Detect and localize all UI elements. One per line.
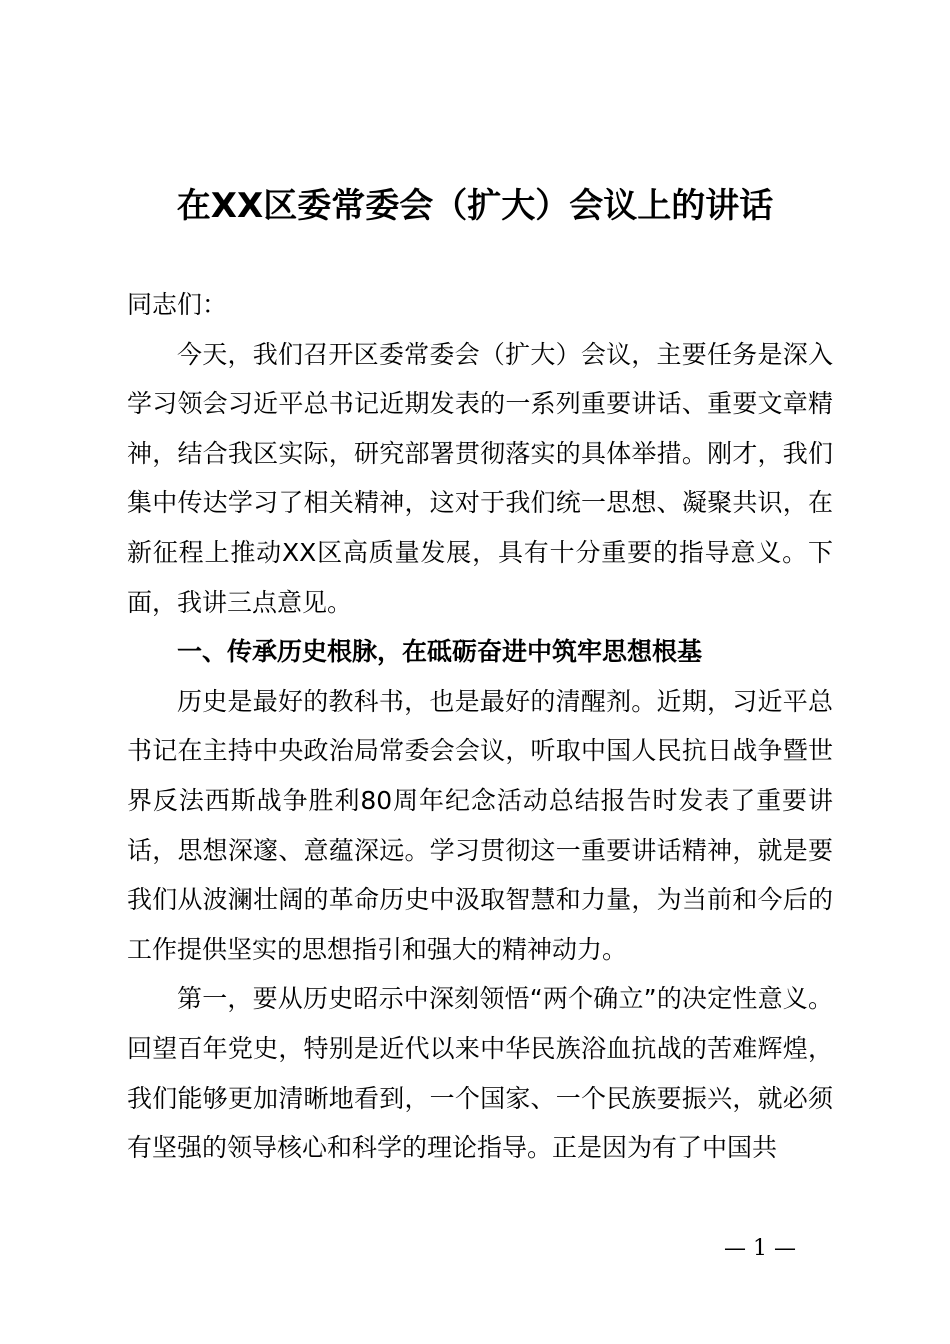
paragraph-history: 历史是最好的教科书，也是最好的清醒剂。近期，习近平总书记在主持中央政治局常委会会议，听取中国人民抗日战争暨世界反法西斯战争胜利80周年纪念活动总结报告时发表了重要讲话，思想深邃、意蕴深远。学习贯彻这一重要讲话精神，就是要我们从波澜壮阔的革命历史中汲取智慧和力量，为当前和今后的工作提供坚实的思想指引和强大的精神动力。	[127, 686, 833, 964]
document-body	[127, 280, 833, 1173]
greeting: 同志们：	[127, 290, 228, 319]
page-number: — 1 —	[724, 1236, 796, 1261]
paragraph-first-point: 第一，要从历史昭示中深刻领悟“两个确立”的决定性意义。回望百年党史，特别是近代以来中华民族浴血抗战的苦难辉煌，我们能够更加清晰地看到，一个国家、一个民族要振兴，就必须有坚强的领导核心和科学的理论指导。正是因为有了中国共	[127, 984, 833, 1163]
paragraph-intro: 今天，我们召开区委常委会（扩大）会议，主要任务是深入学习领会习近平总书记近期发表的一系列重要讲话、重要文章精神，结合我区实际，研究部署贯彻落实的具体举措。刚才，我们集中传达学习了相关精神，这对于我们统一思想、凝聚共识，在新征程上推动XX区高质量发展，具有十分重要的指导意义。下面，我讲三点意见。	[127, 339, 833, 617]
section-heading-1: 一、传承历史根脉，在砥砺奋进中筑牢思想根基	[177, 637, 703, 667]
document-title: 在XX区委常委会（扩大）会议上的讲话	[176, 186, 774, 226]
